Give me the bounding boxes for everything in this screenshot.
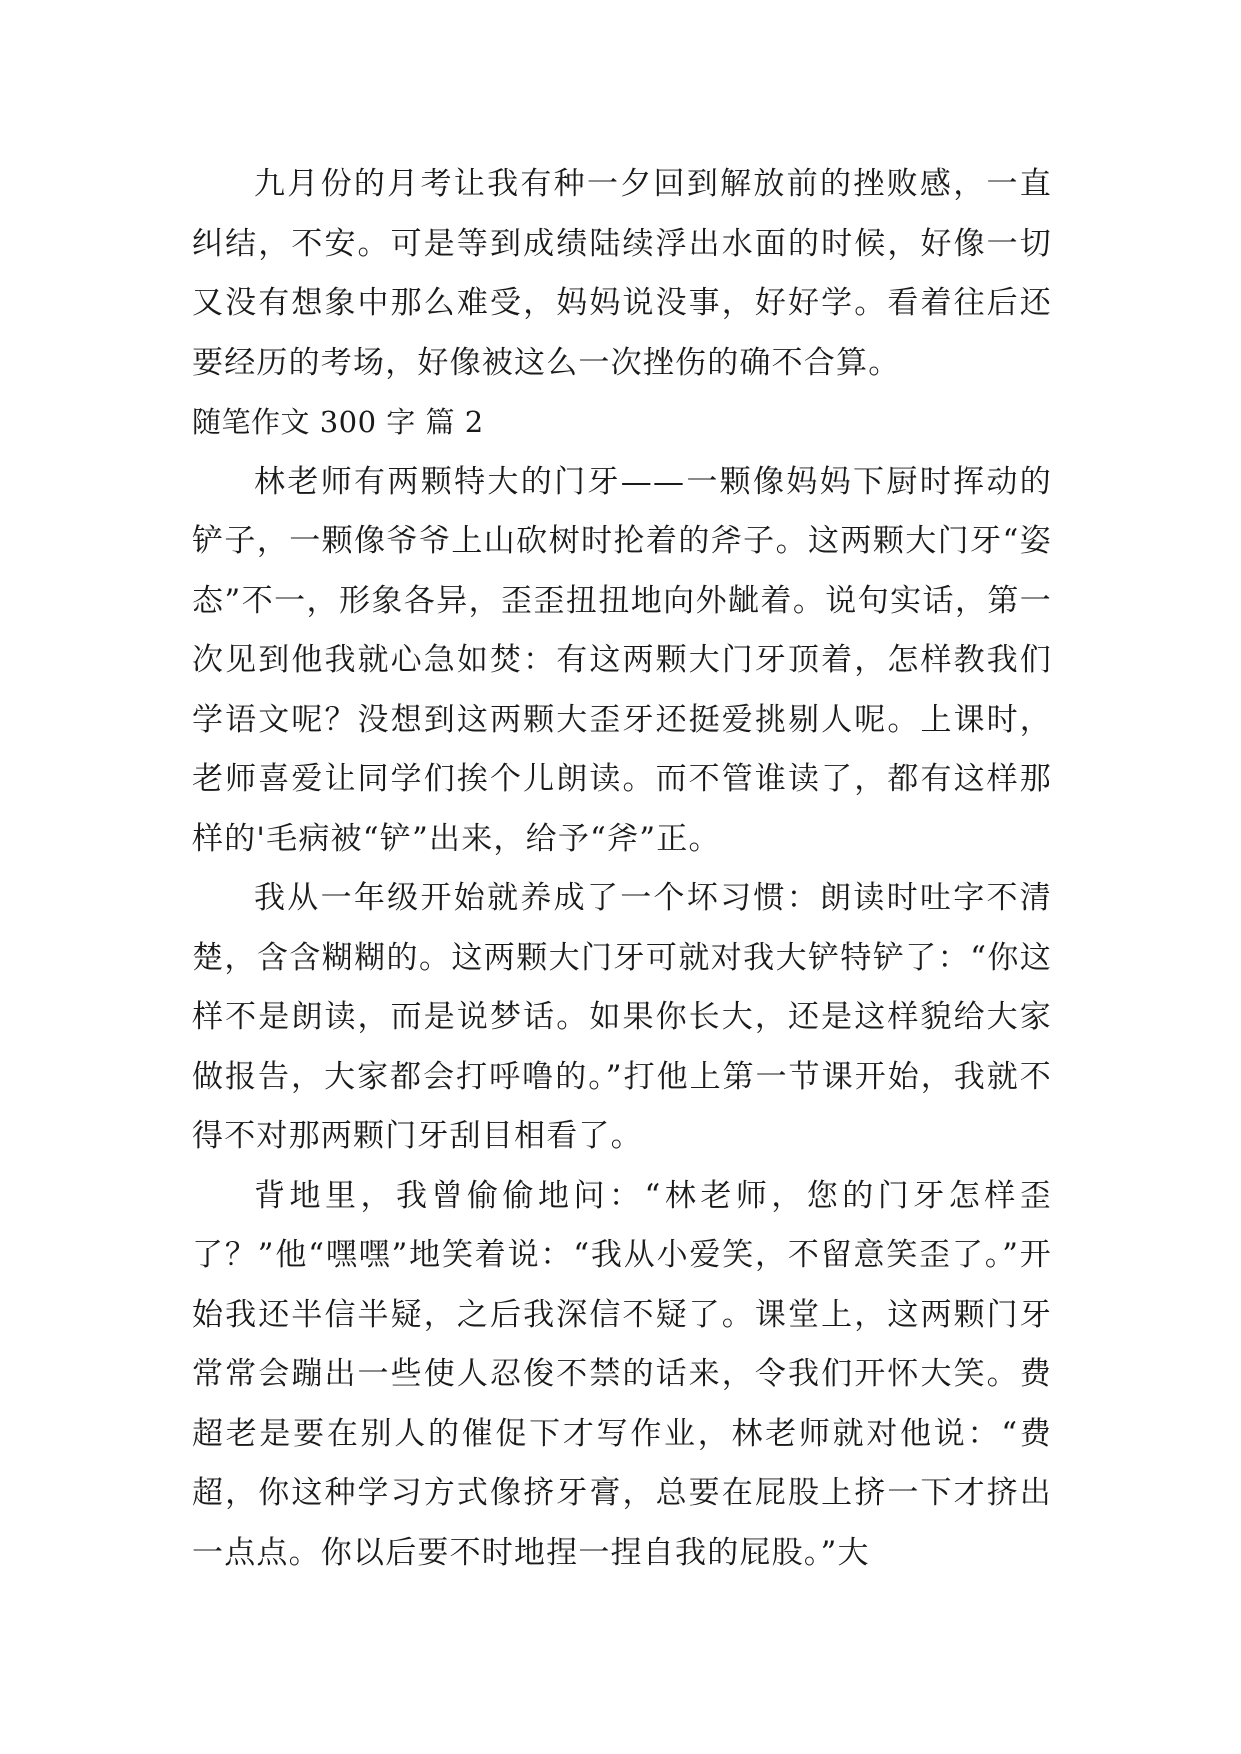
- paragraph-teacher-teeth: 林老师有两颗特大的门牙——一颗像妈妈下厨时挥动的铲子，一颗像爷爷上山砍树时抡着的斧子。这两颗大门牙“姿态”不一，形象各异，歪歪扭扭地向外龇着。说句实话，第一次见到他我就心急如焚：有这两颗大门牙顶着，怎样教我们学语文呢？没想到这两颗大歪牙还挺爱挑剔人呢。上课时，老师喜爱让同学们挨个儿朗读。而不管谁读了，都有这样那样的'毛病被“铲”出来，给予“斧”正。: [192, 463, 1052, 857]
- document-body: [192, 155, 1052, 1583]
- section-heading: 随笔作文 300 字 篇 2: [192, 405, 484, 439]
- paragraph-exam-reflection: 九月份的月考让我有种一夕回到解放前的挫败感，一直纠结，不安。可是等到成绩陆续浮出水面的时候，好像一切又没有想象中那么难受，妈妈说没事，好好学。看着往后还要经历的考场，好像被这么一次挫伤的确不合算。: [192, 166, 1052, 381]
- paragraph-secret-question: 背地里，我曾偷偷地问：“林老师，您的门牙怎样歪了？”他“嘿嘿”地笑着说：“我从小爱笑，不留意笑歪了。”开始我还半信半疑，之后我深信不疑了。课堂上，这两颗门牙常常会蹦出一些使人忍俊不禁的话来，令我们开怀大笑。费超老是要在别人的催促下才写作业，林老师就对他说：“费超，你这种学习方式像挤牙膏，总要在屁股上挤一下才挤出一点点。你以后要不时地捏一捏自我的屁股。”大: [192, 1177, 1052, 1571]
- paragraph-reading-habit: 我从一年级开始就养成了一个坏习惯：朗读时吐字不清楚，含含糊糊的。这两颗大门牙可就对我大铲特铲了：“你这样不是朗读，而是说梦话。如果你长大，还是这样貌给大家做报告，大家都会打呼噜的。”打他上第一节课开始，我就不得不对那两颗门牙刮目相看了。: [192, 880, 1052, 1154]
